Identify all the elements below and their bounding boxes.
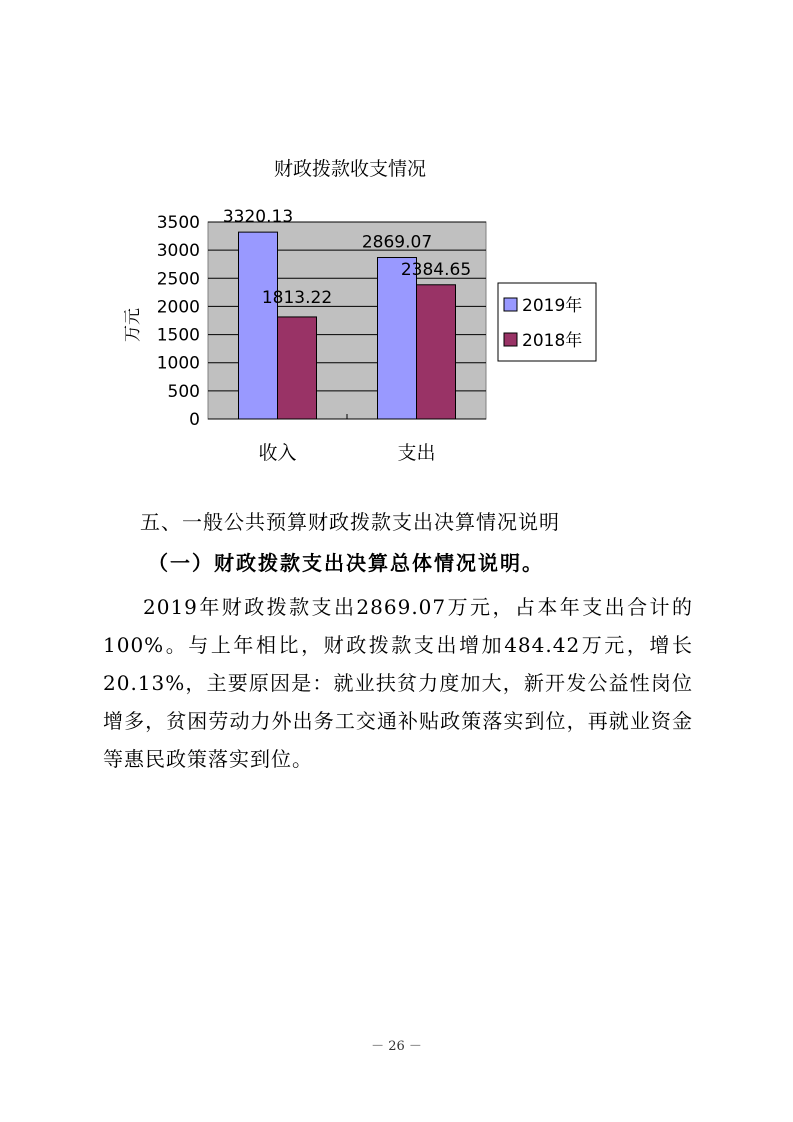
y-tick-label: 3500: [156, 213, 200, 233]
y-tick-label: 500: [167, 381, 200, 402]
x-tick-label: 支出: [397, 442, 436, 464]
y-tick-label: 2500: [156, 269, 200, 290]
section-heading: 五、一般公共预算财政拨款支出决算情况说明: [140, 510, 560, 534]
bar: [417, 285, 456, 419]
page-number: － 26 －: [371, 1039, 422, 1054]
y-axis-label: 万元: [123, 308, 143, 342]
bar: [239, 232, 278, 419]
bar-chart: [110, 150, 610, 480]
data-label: 2384.65: [400, 259, 472, 280]
y-axis-ticks: [157, 213, 200, 430]
body-paragraph: 2019年财政拨款支出2869.07万元，占本年支出合计的100%。与上年相比，财政拨款支出增加484.42万元，增长20.13%，主要原因是：就业扶贫力度加大，新开发公益性岗位增多，贫困劳动力外出务工交通补贴政策落实到位，再就业资金等惠民政策落实到位。: [103, 595, 693, 771]
legend-swatch: [504, 298, 517, 311]
x-tick-label: 收入: [258, 442, 297, 464]
data-label: 3320.13: [222, 207, 294, 228]
data-label: 2869.07: [361, 232, 433, 253]
bar: [378, 258, 417, 419]
legend-label: 2018年: [522, 331, 583, 351]
chart-title: 财政拨款收支情况: [273, 158, 427, 180]
data-label: 1813.22: [261, 287, 333, 308]
y-tick-label: 1500: [156, 325, 200, 346]
legend: [498, 283, 596, 361]
y-tick-label: 3000: [156, 241, 200, 262]
section-subheading: （一）财政拨款支出决算总体情况说明。: [148, 551, 544, 575]
y-tick-label: 1000: [156, 353, 200, 374]
bar: [278, 317, 317, 419]
legend-label: 2019年: [522, 296, 583, 316]
legend-swatch: [504, 333, 517, 346]
chart-svg: [110, 150, 610, 480]
y-tick-label: 2000: [156, 297, 200, 318]
x-axis-ticks: [258, 442, 435, 464]
y-tick-label: 0: [189, 410, 200, 430]
